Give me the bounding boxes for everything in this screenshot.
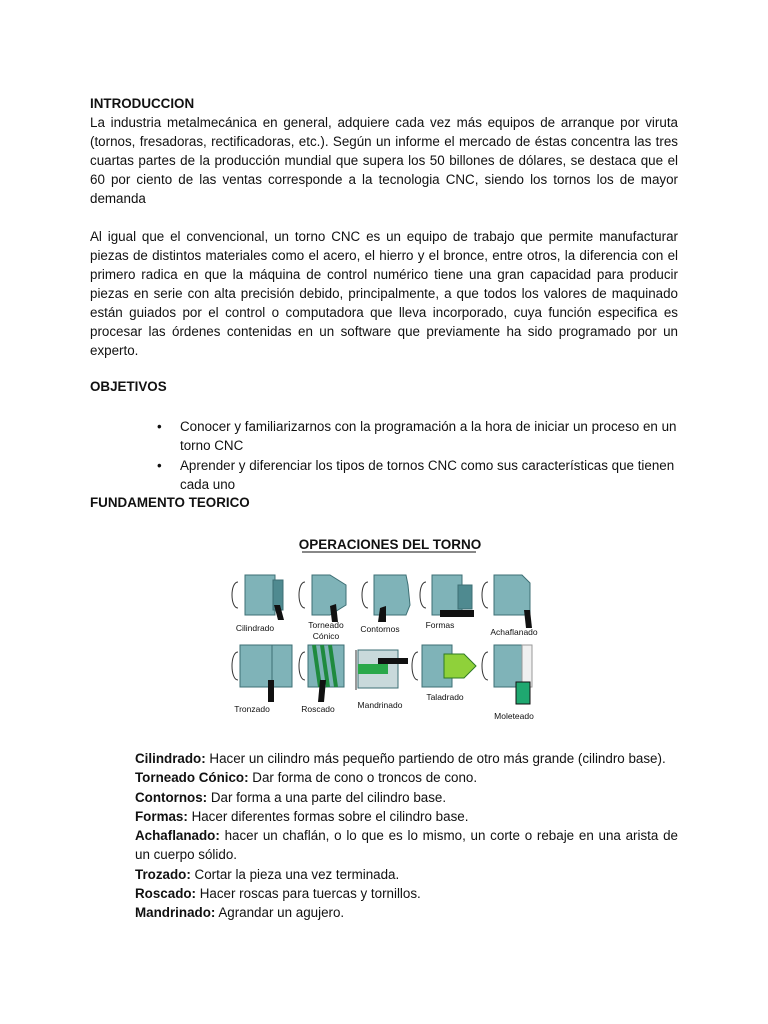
definition-text: Hacer diferentes formas sobre el cilindro base. xyxy=(187,808,469,824)
taladrado-illustration xyxy=(412,645,476,687)
intro-paragraph-1: La industria metalmecánica en general, adquiere cada vez más equipos de arranque por viruta (tornos, fresadoras, rectificadoras, etc.). Según un informe el mercado de éstas concentra las tres cuartas partes de la producción mundial que supera los 50 billones de dólares, se destaca que el 60 por ciento de las ventas corresponde a la tecnologia CNC, siendo los tornos los de mayor demanda xyxy=(90,115,678,206)
definition-text: Hacer un cilindro más pequeño partiendo de otro más grande (cilindro base). xyxy=(205,751,666,766)
definition-item xyxy=(135,903,678,922)
objectives-heading: OBJETIVOS xyxy=(90,379,167,394)
torneado-conico-illustration xyxy=(299,575,346,622)
definition-term: Roscado: xyxy=(135,886,197,902)
definition-text: hacer un chaflán, o lo que es lo mismo, un corte o rebaje en una arista de un cuerpo sólido. xyxy=(135,828,678,863)
label-moleteado: Moleteado xyxy=(494,711,534,721)
roscado-illustration xyxy=(299,645,344,702)
label-tronzado: Tronzado xyxy=(234,704,270,714)
definition-item xyxy=(135,865,678,884)
definition-term: Achaflanado: xyxy=(135,828,220,844)
objective-text: Aprender y diferenciar los tipos de tornos CNC como sus características que tienen cada uno xyxy=(180,458,675,492)
definition-term: Trozado: xyxy=(135,866,191,882)
label-taladrado: Taladrado xyxy=(426,692,464,702)
definition-term: Contornos: xyxy=(135,789,208,805)
mandrinado-illustration xyxy=(356,650,408,690)
tronzado-illustration xyxy=(232,645,292,702)
definition-text: Agrandar un agujero. xyxy=(215,905,345,921)
definition-term: Cilindrado: xyxy=(135,751,206,766)
label-mandrinado: Mandrinado xyxy=(357,700,403,710)
label-formas: Formas xyxy=(425,620,455,630)
bullet-icon: • xyxy=(157,458,162,473)
label-contornos: Contornos xyxy=(360,624,400,634)
definition-term: Torneado Cónico: xyxy=(135,770,249,786)
label-torneado: Torneado xyxy=(308,620,344,630)
cilindrado-illustration xyxy=(232,575,284,620)
definition-item xyxy=(135,768,678,787)
definition-text: Hacer roscas para tuercas y tornillos. xyxy=(196,886,421,902)
intro-heading: INTRODUCCION xyxy=(90,96,195,111)
intro-paragraph-2: Al igual que el convencional, un torno CNC es un equipo de trabajo que permite manufacturar piezas de distintos materiales como el acero, el hierro y el bronce, entre otros, la diferencia con el primero radica en que la máquina de control numérico tiene una gran capacidad para producir piezas en serie con alta precisión debido, principalmente, a que todos los valores de maquinado están guiados por el control o computadora que lleva incorporado, cuya función especifica es procesar las órdenes contenidas en un software que previamente ha sido programado por un experto. xyxy=(90,229,678,358)
definition-item xyxy=(135,826,678,865)
lathe-operations-figure xyxy=(218,530,548,730)
definitions-list xyxy=(135,749,678,923)
bullet-icon: • xyxy=(157,419,162,434)
definition-term: Mandrinado: xyxy=(135,905,216,921)
fundamento-heading: FUNDAMENTO TEORICO xyxy=(90,495,250,510)
list-item xyxy=(155,417,678,455)
objectives-list xyxy=(155,417,678,495)
definition-item xyxy=(135,807,678,826)
objective-text: Conocer y familiarizarnos con la programación a la hora de iniciar un proceso en un torno CNC xyxy=(180,419,677,453)
label-roscado: Roscado xyxy=(301,704,335,714)
definition-item xyxy=(135,788,678,807)
label-cilindrado: Cilindrado xyxy=(235,623,275,633)
definition-term: Formas: xyxy=(135,808,188,824)
list-item xyxy=(155,456,678,494)
formas-illustration xyxy=(420,575,474,617)
label-achaflanado: Achaflanado xyxy=(490,627,538,637)
figure-title: OPERACIONES DEL TORNO xyxy=(298,537,482,552)
achaflanado-illustration xyxy=(482,575,532,628)
label-conico: Cónico xyxy=(312,631,340,641)
definition-text: Cortar la pieza una vez terminada. xyxy=(190,866,400,882)
definition-text: Dar forma a una parte del cilindro base. xyxy=(207,789,447,805)
definition-item xyxy=(135,884,678,903)
moleteado-illustration xyxy=(482,645,532,704)
definition-text: Dar forma de cono o troncos de cono. xyxy=(248,770,478,786)
definition-item xyxy=(135,749,678,768)
contornos-illustration xyxy=(362,575,410,622)
